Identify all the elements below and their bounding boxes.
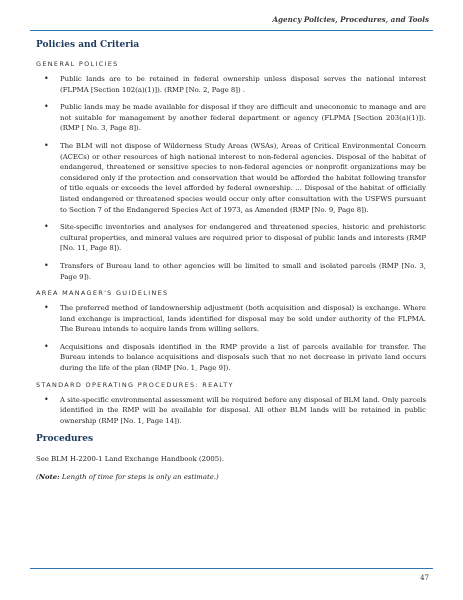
list-item: • Transfers of Bureau land to other agencies will be limited to small and isolated parcels (RMP [No. 3, Page 9]).: [36, 261, 426, 282]
list-item: • Acquisitions and disposals identified in the RMP provide a list of parcels available for transfer. The Bureau intends to balance acquisitions and disposals such that no net decrease in private land occurs during the life of the plan (RMP [No. 1, Page 9]).: [36, 342, 426, 374]
page-number: 47: [420, 574, 429, 582]
list-item: • A site-specific environmental assessment will be required before any disposal of BLM land. Only parcels identified in the RMP will be available for disposal. All other BLM lands will be retained in public ownership (RMP [No. 1, Page 14]).: [36, 395, 426, 427]
estimate-note: [36, 472, 426, 482]
general-policies-heading: GENERAL POLICIES: [36, 60, 119, 68]
note-open-paren: (: [36, 473, 39, 482]
note-text: Length of time for steps is only an estimate.: [59, 473, 216, 482]
running-head: Agency Policies, Procedures, and Tools: [272, 15, 429, 24]
area-manager-guidelines-list: [36, 303, 426, 374]
procedures-title: Procedures: [36, 434, 94, 445]
general-policies-list: [36, 74, 426, 282]
area-manager-guidelines-heading: AREA MANAGER'S GUIDELINES: [36, 289, 169, 298]
footer-rule: [30, 568, 433, 569]
policies-title: Policies and Criteria: [36, 40, 140, 50]
note-close-paren: ): [215, 473, 219, 482]
list-item: • The preferred method of landownership adjustment (both acquisition and disposal) is exchange. Where land exchange is impractical, lands identified for disposal may be sold under authority of the FLPMA. The Bureau intends to acquire lands from willing sellers.: [36, 303, 426, 335]
list-item: • The BLM will not dispose of Wilderness Study Areas (WSAs), Areas of Critical Environmental Concern (ACECs) or other resources of high national interest to non-federal agencies. Disposal of the habitat of endangered, threatened or sensitive species to non-federal agencies or nonprofit organizations may be considered only if the protection and conservation that would be afforded the habitat following transfer of title equals or exceeds the level afforded by federal ownership. ... Disposal of the habitat of officially listed endangered or threatened species would occur only after consultation with the USFWS pursuant to Section 7 of the Endangered Species Act of 1973, as Amended (RMP [No. 9, Page 8]).: [36, 141, 426, 215]
list-item: • Public lands may be made available for disposal if they are difficult and uneconomic to manage and are not suitable for management by another federal department or agency (FLPMA [Section 203(a)(1)]). (RMP [ No. 3, Page 8]).: [36, 102, 426, 134]
sop-realty-heading: STANDARD OPERATING PROCEDURES: REALTY: [36, 380, 234, 389]
note-label: Note:: [38, 473, 60, 482]
procedures-reference: See BLM H-2200-1 Land Exchange Handbook (2005).: [36, 455, 225, 464]
list-item: • Site-specific inventories and analyses for endangered and threatened species, historic and prehistoric cultural properties, and mineral values are required prior to disposal of public lands and interests (RMP [No. 11, Page 8]).: [36, 222, 426, 254]
list-item: • Public lands are to be retained in federal ownership unless disposal serves the national interest (FLPMA [Section 102(a)(1)]). (RMP [No. 2, Page 8]) .: [36, 74, 426, 95]
sop-realty-list: [36, 395, 426, 427]
page-content: [36, 40, 426, 490]
header-rule: [30, 30, 433, 31]
